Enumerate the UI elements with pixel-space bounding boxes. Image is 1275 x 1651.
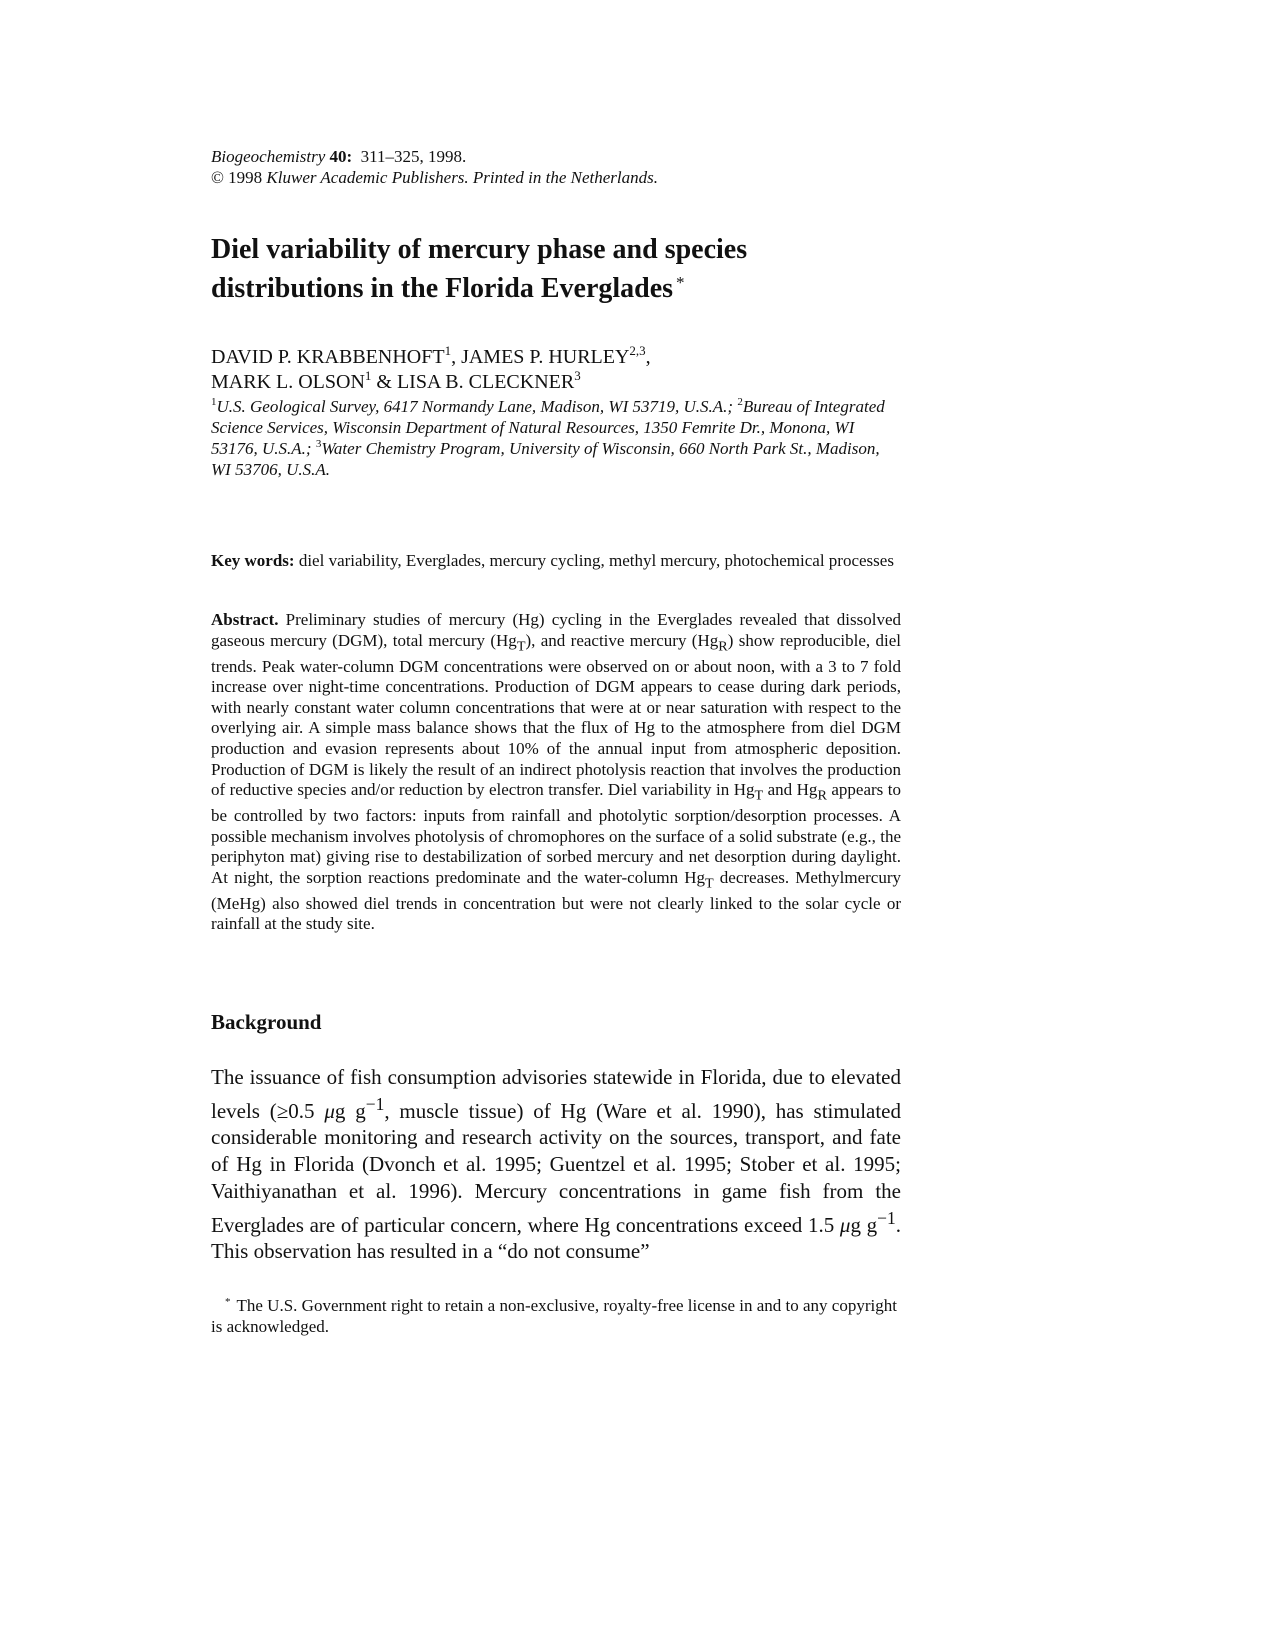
affiliation-1: U.S. Geological Survey, 6417 Normandy Lane, Madison, WI 53719, U.S.A.; [216, 397, 738, 416]
affiliations: $^1$U.S. Geological Survey, 6417 Normandy Lane, Madison, WI 53719, U.S.A.; $^2$Bureau of Integrated Science Services, Wisconsin Department of Natural Resources, 1350 Femrite Dr., Monona, WI 53176, U.S.A.; $^3$Water Chemistry Program, University of Wisconsin, 660 North Park St., Madison, WI 53706, U.S.A. [211, 396, 885, 479]
abstract-label: Abstract. [211, 610, 279, 629]
journal-header [211, 146, 901, 188]
author-line-2: MARK L. OLSON$^1$ & LISA B. CLECKNER$^3$ [211, 368, 581, 393]
publisher: Kluwer Academic Publishers. Printed in the Netherlands. [266, 168, 659, 187]
author-name: JAMES P. HURLEY [461, 346, 630, 368]
author-line-1: DAVID P. KRABBENHOFT$^1$, JAMES P. HURLEY$^{2,3}$, [211, 343, 651, 368]
author-name: MARK L. OLSON [211, 371, 365, 393]
paper-title [211, 233, 831, 305]
title-line-1: Diel variability of mercury phase and species [211, 234, 748, 265]
citation-line [211, 146, 901, 167]
footnote-mark: * [225, 1296, 231, 1308]
journal-name: Biogeochemistry [211, 147, 326, 166]
copyright-line [211, 167, 901, 188]
keywords-label: Key words: [211, 551, 295, 570]
keywords [211, 551, 901, 572]
footnote [211, 1292, 901, 1337]
author-list [211, 345, 901, 395]
title-line-2: distributions in the Florida Everglades * [211, 273, 685, 304]
pages: 311–325, 1998. [360, 147, 467, 166]
copyright-year: 1998 [228, 168, 263, 187]
affiliation-2: Bureau of Integrated Science Services, Wisconsin Department of Natural Resources, 1350 Femrite Dr., Monona, WI 53176, U.S.A.; [211, 397, 885, 458]
volume: 40: [329, 147, 353, 166]
keywords-text: diel variability, Everglades, mercury cycling, methyl mercury, photochemical processes [298, 551, 894, 570]
copyright-icon: © [211, 168, 224, 187]
body-text: The issuance of fish consumption advisories statewide in Florida, due to elevated levels (≥0.5 μg $g^{-1}$, muscle tissue) of Hg (Ware et al. 1990), has stimulated considerable monitoring and research activity on the sources, transport, and fate of Hg in Florida (Dvonch et al. 1995; Guentzel et al. 1995; Stober et al. 1995; Vaithiyanathan et al. 1996). Mercury concentrations in game fish from the Everglades are of particular concern, where Hg concentrations exceed 1.5 μg $g^{-1}$. This observation has resulted in a “do not consume” [211, 1065, 902, 1264]
author-name: LISA B. CLECKNER [396, 371, 575, 393]
title-footnote-mark: * [676, 273, 685, 292]
footnote-text: The U.S. Government right to retain a non-exclusive, royalty-free license in and to any copyright is acknowledged. [211, 1296, 897, 1336]
abstract: Abstract. Preliminary studies of mercury (Hg) cycling in the Everglades revealed that dissolved gaseous mercury (DGM), total mercury $(Hg_T)$, and reactive mercury $(Hg_R)$ show reproducible, diel trends. Peak water-column DGM concentrations were observed on or about noon, with a 3 to 7 fold increase over night-time concentrations. Production of DGM appears to cease during dark periods, with nearly constant water column concentrations that were at or near saturation with respect to the overlying air. A simple mass balance shows that the flux of Hg to the atmosphere from diel DGM production and evasion represents about 10% of the annual input from atmospheric deposition. Production of DGM is likely the result of an indirect photolysis reaction that involves the production of reductive species and/or reduction by electron transfer. Diel variability in $Hg_T$ and $Hg_R$ appears to be controlled by two factors: inputs from rainfall and photolytic sorption/desorption processes. A possible mechanism involves photolysis of chromophores on the surface of a solid substrate (e.g., the periphyton mat) giving rise to destabilization of sorbed mercury and net desorption during daylight. At night, the sorption reactions predominate and the water-column $Hg_T$ decreases. Methylmercury (MeHg) also showed diel trends in concentration but were not clearly linked to the solar cycle or rainfall at the study site. [211, 610, 902, 934]
author-name: DAVID P. KRABBENHOFT [211, 346, 445, 368]
section-heading: Background [211, 1010, 322, 1034]
affiliation-3: Water Chemistry Program, University of Wisconsin, 660 North Park St., Madison, WI 53706, U.S.A. [211, 439, 880, 479]
